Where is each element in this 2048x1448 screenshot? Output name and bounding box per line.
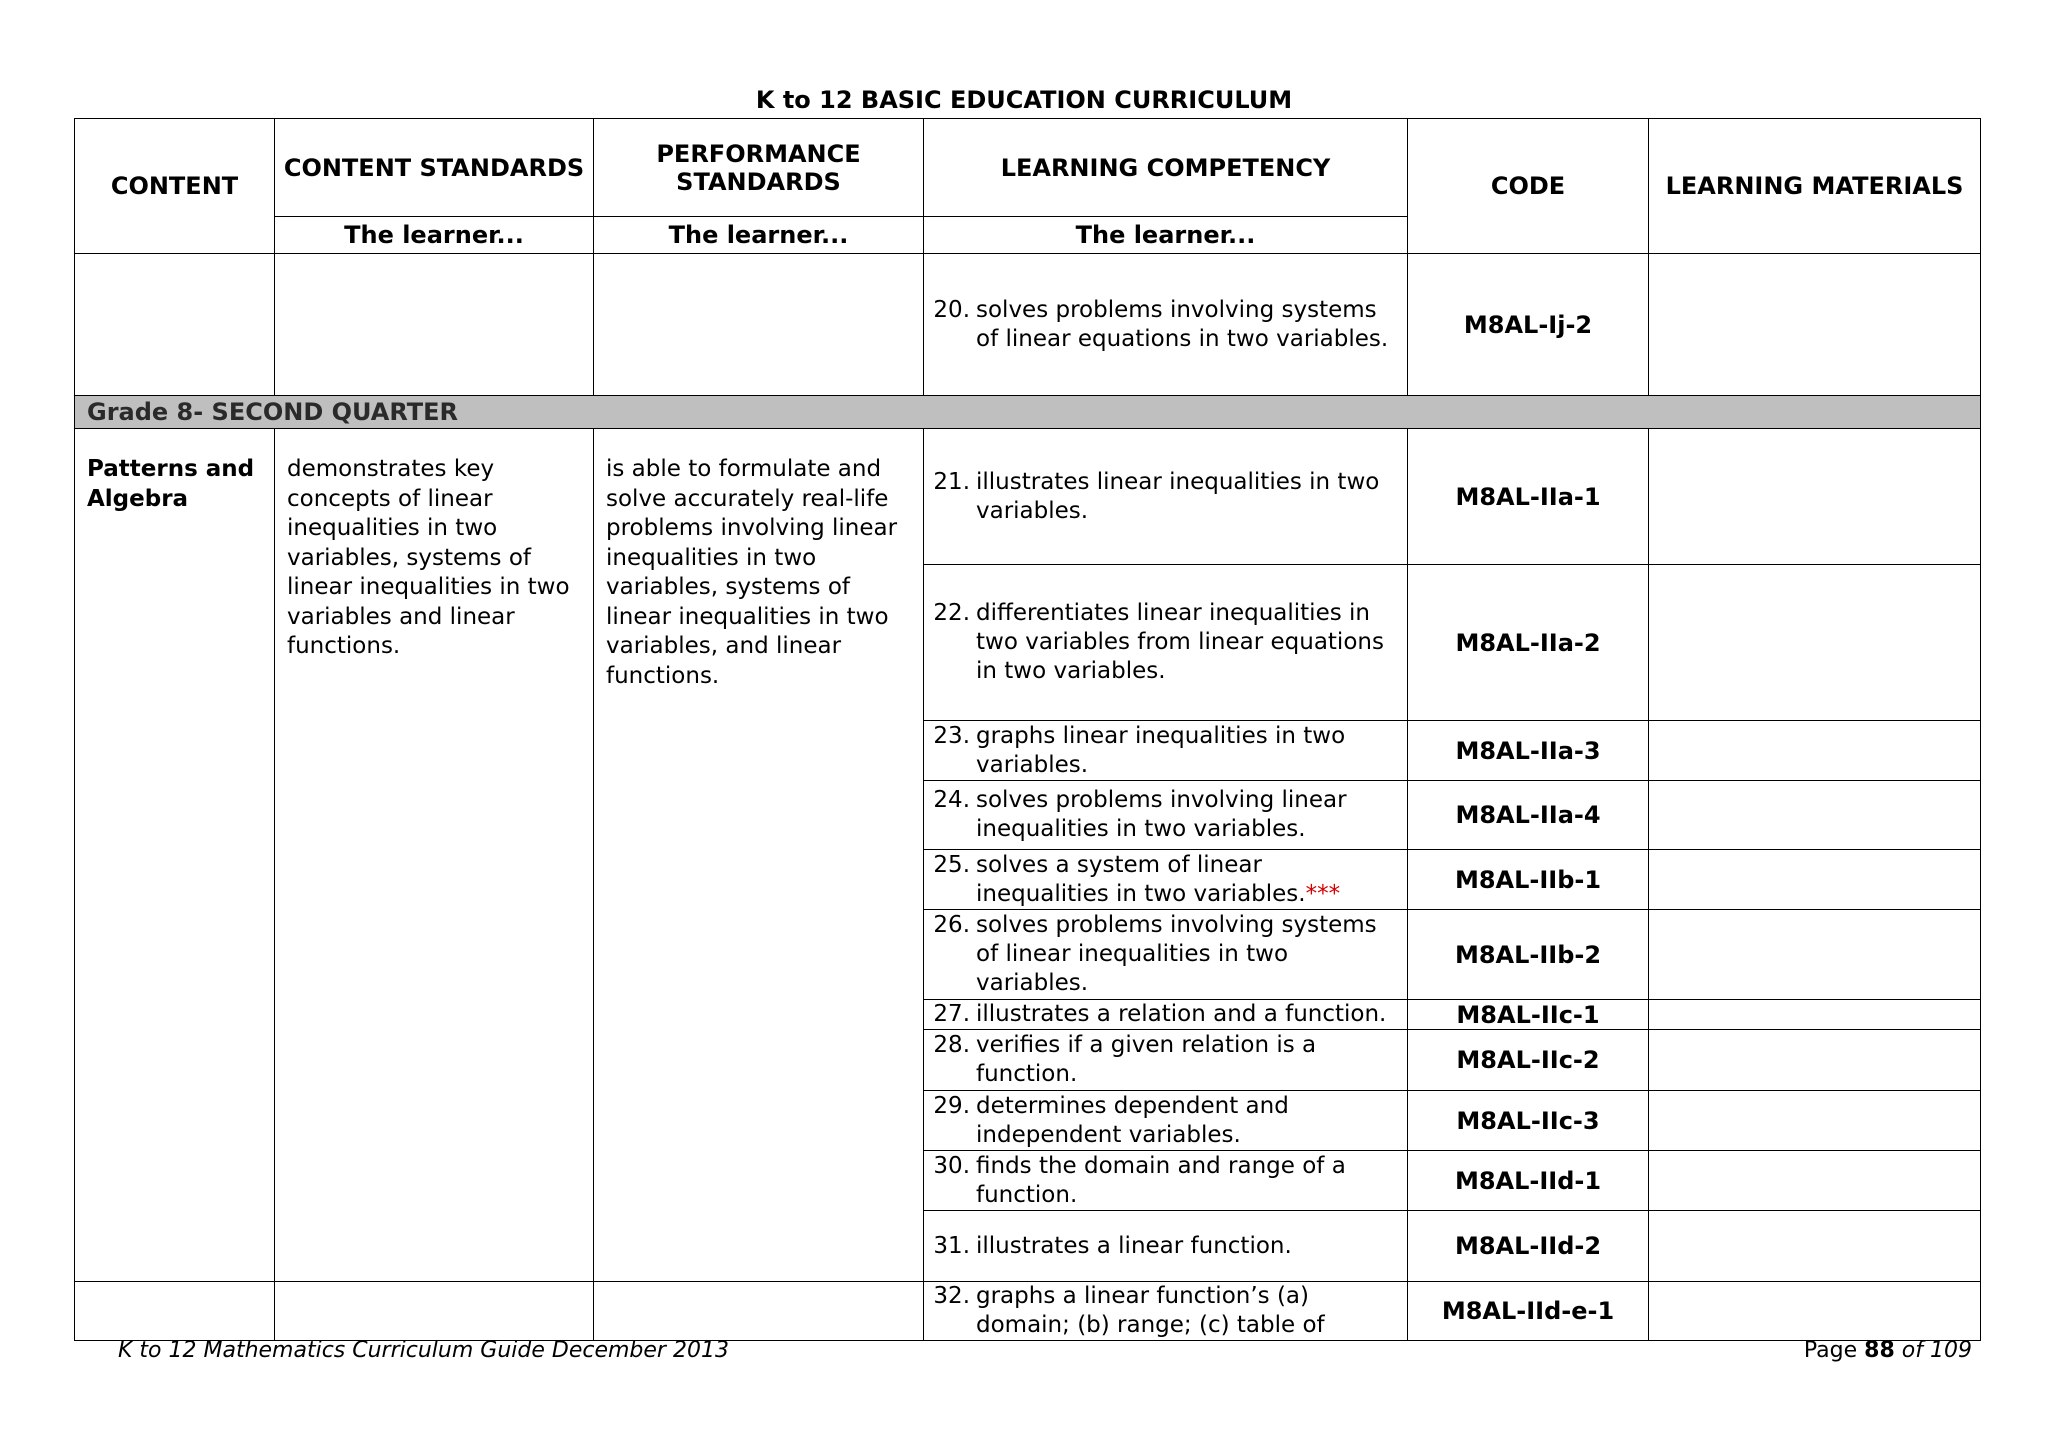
materials-cell: [1649, 850, 1981, 910]
learner-label-lc: The learner...: [924, 217, 1408, 254]
competency-text: graphs a linear function’s (a) domain; (b) range; (c) table of: [976, 1283, 1325, 1338]
page-total: of 109: [1901, 1338, 1972, 1363]
competency-code: M8AL-IIa-3: [1408, 721, 1649, 781]
competency-number: 22.: [933, 600, 970, 626]
footer-guide-title: K to 12 Mathematics Curriculum Guide December 2013: [118, 1338, 729, 1363]
competency-cell: [924, 721, 1408, 781]
competency-cell: [924, 565, 1408, 721]
performance-standard-cell: is able to formulate and solve accurately real-life problems involving linear inequalities in two variables, systems of linear inequalities in two variables, and linear functions.: [594, 429, 924, 1282]
competency-code: M8AL-IId-1: [1408, 1151, 1649, 1211]
header-performance-standards: PERFORMANCE STANDARDS: [594, 119, 924, 217]
empty-cell: [275, 254, 594, 396]
competency-code: M8AL-IId-e-1: [1408, 1282, 1649, 1341]
materials-cell: [1649, 781, 1981, 850]
competency-number: 26.: [933, 912, 970, 938]
competency-text: determines dependent and independent variables.: [976, 1092, 1289, 1148]
competency-cell: [924, 850, 1408, 910]
competency-code: M8AL-IIa-2: [1408, 565, 1649, 721]
priority-stars: ***: [1305, 880, 1341, 907]
competency-text: finds the domain and range of a function.: [976, 1152, 1346, 1208]
empty-cell: [275, 1282, 594, 1341]
materials-cell: [1649, 1000, 1981, 1030]
empty-cell: [594, 254, 924, 396]
learner-label-cs: The learner...: [275, 217, 594, 254]
table-row: [75, 429, 1981, 565]
competency-text: solves problems involving linear inequalities in two variables.: [976, 787, 1347, 842]
competency-code: M8AL-IIa-4: [1408, 781, 1649, 850]
competency-text: graphs linear inequalities in two variables.: [976, 722, 1346, 778]
competency-text: solves a system of linear inequalities in two variables.: [976, 851, 1306, 907]
competency-text: illustrates a linear function.: [976, 1232, 1292, 1259]
header-row: [75, 119, 1981, 217]
materials-cell: [1649, 910, 1981, 1000]
competency-code: M8AL-IIa-1: [1408, 429, 1649, 565]
header-learning-materials: LEARNING MATERIALS: [1649, 119, 1981, 254]
page-prefix: Page: [1803, 1338, 1858, 1363]
competency-cell: [924, 910, 1408, 1000]
competency-text: solves problems involving systems of linear equations in two variables.: [976, 296, 1389, 352]
competency-cell: [924, 254, 1408, 396]
competency-number: 25.: [933, 851, 970, 878]
empty-cell: [75, 1282, 275, 1341]
materials-cell: [1649, 565, 1981, 721]
competency-cell: [924, 1030, 1408, 1091]
competency-cell: [924, 1211, 1408, 1282]
competency-number: 23.: [933, 722, 970, 749]
competency-text: solves problems involving systems of linear inequalities in two variables.: [976, 912, 1377, 996]
competency-code: M8AL-IId-2: [1408, 1211, 1649, 1282]
materials-cell: [1649, 429, 1981, 565]
empty-cell: [594, 1282, 924, 1341]
competency-code: M8AL-IIc-3: [1408, 1091, 1649, 1151]
learner-label-ps: The learner...: [594, 217, 924, 254]
competency-cell: [924, 1000, 1408, 1030]
competency-cell: [924, 1091, 1408, 1151]
header-code: CODE: [1408, 119, 1649, 254]
competency-number: 24.: [933, 787, 970, 813]
competency-number: 21.: [933, 468, 970, 495]
quarter-label: Grade 8- SECOND QUARTER: [75, 396, 1981, 429]
competency-cell: [924, 1151, 1408, 1211]
content-cell: Patterns and Algebra: [75, 429, 275, 1282]
table-row: [75, 1282, 1981, 1341]
competency-cell: [924, 1282, 1408, 1341]
materials-cell: [1649, 1282, 1981, 1341]
materials-cell: [1649, 1211, 1981, 1282]
competency-text: verifies if a given relation is a function.: [976, 1032, 1317, 1087]
competency-text: illustrates a relation and a function.: [976, 1001, 1387, 1027]
quarter-row: [75, 396, 1981, 429]
competency-text: differentiates linear inequalities in two variables from linear equations in two variables.: [976, 600, 1384, 684]
materials-cell: [1649, 721, 1981, 781]
table-row: [75, 254, 1981, 396]
document-title: K to 12 BASIC EDUCATION CURRICULUM: [755, 86, 1293, 114]
competency-code: M8AL-IIc-1: [1408, 1000, 1649, 1030]
content-standard-cell: demonstrates key concepts of linear inequalities in two variables, systems of linear inequalities in two variables and linear functions.: [275, 429, 594, 1282]
materials-cell: [1649, 1030, 1981, 1091]
competency-cell: [924, 429, 1408, 565]
footer-page-number: [1804, 1338, 1972, 1363]
competency-code: M8AL-IIb-1: [1408, 850, 1649, 910]
header-learning-competency: LEARNING COMPETENCY: [924, 119, 1408, 217]
header-content: CONTENT: [75, 119, 275, 254]
competency-number: 32.: [933, 1283, 970, 1309]
competency-code: M8AL-IIb-2: [1408, 910, 1649, 1000]
header-content-standards: CONTENT STANDARDS: [275, 119, 594, 217]
competency-number: 29.: [933, 1092, 970, 1119]
competency-number: 28.: [933, 1032, 970, 1058]
competency-cell: [924, 781, 1408, 850]
competency-text: illustrates linear inequalities in two variables.: [976, 468, 1380, 524]
materials-cell: [1649, 254, 1981, 396]
competency-number: 30.: [933, 1152, 970, 1179]
competency-code: M8AL-IIc-2: [1408, 1030, 1649, 1091]
empty-cell: [75, 254, 275, 396]
competency-number: 31.: [933, 1232, 970, 1259]
competency-code: M8AL-Ij-2: [1408, 254, 1649, 396]
materials-cell: [1649, 1151, 1981, 1211]
materials-cell: [1649, 1091, 1981, 1151]
curriculum-table: [74, 118, 1981, 1341]
competency-number: 20.: [933, 296, 970, 323]
page-current: 88: [1864, 1338, 1895, 1363]
competency-number: 27.: [933, 1001, 970, 1027]
